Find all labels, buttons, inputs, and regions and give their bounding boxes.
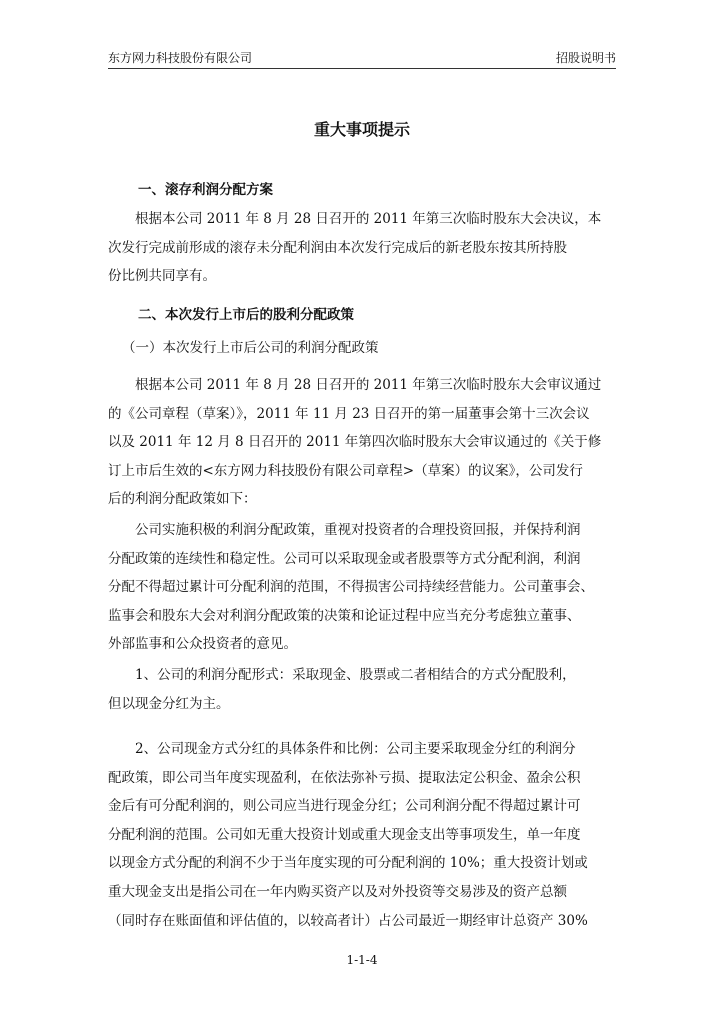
paragraph-line: 以及 2011 年 12 月 8 日召开的 2011 年第四次临时股东大会审议通过的《关于修 <box>108 434 602 451</box>
paragraph-line: 根据本公司 2011 年 8 月 28 日召开的 2011 年第三次临时股东大会审议通过 <box>108 377 602 393</box>
paragraph-line: 金后有可分配利润的，则公司应当进行现金分红；公司利润分配不得超过累计可 <box>108 798 581 815</box>
paragraph-line: 配政策，即公司当年度实现盈利，在依法弥补亏损、提取法定公积金、盈余公积 <box>108 769 581 786</box>
paragraph-line: 但以现金分红为主。 <box>108 695 230 712</box>
paragraph-distribution-form <box>108 661 616 718</box>
paragraph-line: 的《公司章程（草案）》，2011 年 11 月 23 日召开的第一届董事会第十三次会议 <box>108 405 590 422</box>
page-title: 重大事项提示 <box>313 120 410 139</box>
paragraph-line: 公司实施积极的利润分配政策，重视对投资者的合理投资回报，并保持利润 <box>108 522 581 538</box>
paragraph-line: 分配政策的连续性和稳定性。公司可以采取现金或者股票等方式分配利润，利润 <box>108 550 581 567</box>
header-company-name: 东方网力科技股份有限公司 <box>108 51 253 65</box>
paragraph-line: 订上市后生效的<东方网力科技股份有限公司章程>（草案）的议案》，公司发行 <box>108 462 583 479</box>
paragraph-cash-dividend-conditions <box>108 735 616 935</box>
page-header <box>108 50 616 70</box>
paragraph-line: 1、公司的利润分配形式：采取现金、股票或二者相结合的方式分配股利， <box>108 667 576 683</box>
paragraph-line: 分配利润的范围。公司如无重大投资计划或重大现金支出等事项发生，单一年度 <box>108 826 581 843</box>
paragraph-line: 份比例共同享有。 <box>108 268 216 285</box>
paragraph-line: 次发行完成前形成的滚存未分配利润由本次发行完成后的新老股东按其所持股 <box>108 239 567 256</box>
subsection-heading-profit-policy: （一）本次发行上市后公司的利润分配政策 <box>122 340 379 356</box>
header-divider <box>108 68 616 69</box>
paragraph-line: 以现金方式分配的利润不少于当年度实现的可分配利润的 10%；重大投资计划或 <box>108 855 588 872</box>
section-heading-dividend-policy: 二、本次发行上市后的股利分配政策 <box>138 307 354 323</box>
paragraph-line: 重大现金支出是指公司在一年内购买资产以及对外投资等交易涉及的资产总额 <box>108 883 567 900</box>
paragraph-line: 分配不得超过累计可分配利润的范围，不得损害公司持续经营能力。公司董事会、 <box>108 579 594 596</box>
paragraph-policy-basis <box>108 371 616 514</box>
page-number: 1-1-4 <box>346 953 378 967</box>
section-heading-retained-profit: 一、滚存利润分配方案 <box>138 182 273 198</box>
paragraph-line: 监事会和股东大会对利润分配政策的决策和论证过程中应当充分考虑独立董事、 <box>108 607 581 624</box>
paragraph-line: 2、公司现金方式分红的具体条件和比例：公司主要采取现金分红的利润分 <box>108 741 576 757</box>
paragraph-line: （同时存在账面值和评估值的，以较高者计）占公司最近一期经审计总资产 30% <box>108 912 588 929</box>
paragraph-line: 后的利润分配政策如下： <box>108 491 257 508</box>
header-document-type: 招股说明书 <box>555 51 616 65</box>
paragraph-line: 根据本公司 2011 年 8 月 28 日召开的 2011 年第三次临时股东大会决议，本 <box>108 211 602 227</box>
paragraph-policy-principles <box>108 516 616 659</box>
paragraph-retained-profit <box>108 205 616 291</box>
paragraph-line: 外部监事和公众投资者的意见。 <box>108 636 297 653</box>
